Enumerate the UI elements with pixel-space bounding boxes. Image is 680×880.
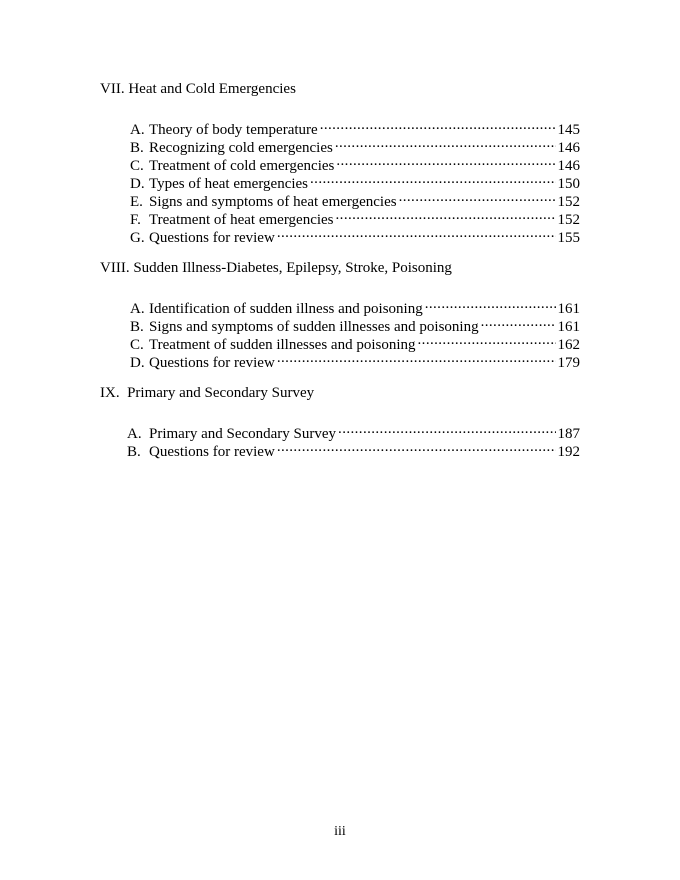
dot-leader — [277, 438, 556, 456]
toc-entry-text: Signs and symptoms of sudden illnesses and poisoning — [149, 319, 479, 335]
toc-page-number: 161 — [557, 301, 580, 317]
toc-letter: G. — [130, 230, 145, 246]
toc-entry-text: Identification of sudden illness and poisoning — [149, 301, 423, 317]
toc-page-number: 162 — [557, 337, 580, 353]
toc-page-number: 146 — [557, 158, 580, 174]
toc-letter: E. — [130, 194, 143, 210]
toc-page-number: 146 — [557, 140, 580, 156]
dot-leader — [399, 188, 556, 206]
toc-page-number: 150 — [557, 176, 580, 192]
dot-leader — [310, 170, 555, 188]
toc-letter: A. — [130, 122, 145, 138]
toc-page-number: 179 — [557, 355, 580, 371]
toc-page-number: 152 — [557, 212, 580, 228]
dot-leader — [320, 116, 556, 134]
dot-leader — [336, 206, 556, 224]
toc-page-number: 145 — [557, 122, 580, 138]
toc-section-viii — [100, 259, 580, 371]
dot-leader — [481, 313, 556, 331]
toc-letter: D. — [130, 355, 145, 371]
toc-page-number: 161 — [557, 319, 580, 335]
dot-leader — [335, 134, 556, 152]
toc-letter: C. — [130, 337, 144, 353]
section-title: VII. Heat and Cold Emergencies — [100, 81, 296, 97]
dot-leader — [336, 152, 555, 170]
toc-entry-text: Treatment of sudden illnesses and poisoning — [149, 337, 416, 353]
toc-page-number: 187 — [557, 426, 580, 442]
toc-letter: B. — [130, 319, 144, 335]
toc-section-ix — [100, 384, 580, 460]
toc-entry — [100, 295, 580, 317]
toc-letter: A. — [127, 426, 142, 442]
toc-entry-text: Questions for review — [149, 355, 275, 371]
section-title: IX. Primary and Secondary Survey — [100, 385, 315, 401]
dot-leader — [425, 295, 556, 313]
toc-entry-text: Recognizing cold emergencies — [149, 140, 333, 156]
toc-entry-text: Types of heat emergencies — [149, 176, 309, 192]
toc-entry-text: Primary and Secondary Survey — [149, 426, 337, 442]
toc-entry-text: Signs and symptoms of heat emergencies — [149, 194, 397, 210]
toc-entry-text: Questions for review — [149, 230, 275, 246]
toc-entry — [100, 116, 580, 138]
toc-letter: F. — [130, 212, 141, 228]
dot-leader — [338, 420, 555, 438]
toc-entry-text: Theory of body temperature — [149, 122, 318, 138]
toc-list — [100, 420, 580, 460]
toc-page-number: 155 — [557, 230, 580, 246]
toc-entry-text: Questions for review — [149, 444, 275, 460]
toc-letter: A. — [130, 301, 145, 317]
toc-list — [100, 116, 580, 246]
footer-page-number: iii — [334, 824, 346, 839]
toc-letter: B. — [130, 140, 144, 156]
toc-page-number: 152 — [557, 194, 580, 210]
dot-leader — [277, 224, 556, 242]
toc-letter: D. — [130, 176, 145, 192]
toc-list — [100, 295, 580, 371]
toc-entry-text: Treatment of heat emergencies — [149, 212, 334, 228]
toc-letter: B. — [127, 444, 141, 460]
toc-entry — [100, 420, 580, 442]
toc-section-vii — [100, 80, 580, 246]
section-title: VIII. Sudden Illness-Diabetes, Epilepsy, Stroke, Poisoning — [100, 260, 452, 276]
toc-page-number: 192 — [557, 444, 580, 460]
toc-letter: C. — [130, 158, 144, 174]
toc-entry-text: Treatment of cold emergencies — [149, 158, 335, 174]
dot-leader — [277, 349, 556, 367]
dot-leader — [418, 331, 556, 349]
